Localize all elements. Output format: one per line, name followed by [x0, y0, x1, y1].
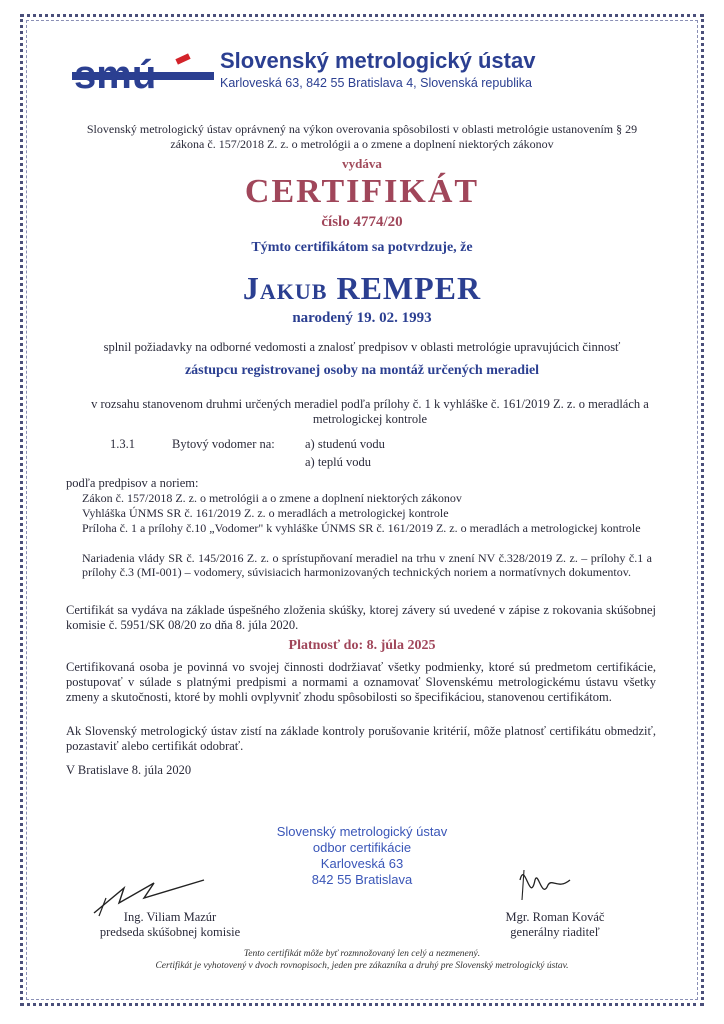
birth-date: narodený 19. 02. 1993 — [292, 310, 432, 326]
footer-line: Tento certifikát môže byť rozmnožovaný len celý a nezmenený. — [243, 949, 481, 959]
signatory-left-name: Ing. Viliam Mazúr — [123, 910, 217, 924]
certificate-title: CERTIFIKÁT — [244, 173, 480, 210]
fulfilled-text: splnil požiadavky na odborné vedomosti a znalosť predpisov v oblasti metrológie upravujúcich činnosť — [103, 340, 621, 354]
reg-item: Vyhláška ÚNMS SR č. 161/2019 Z. z. o meradlách a metrologickej kontrole — [82, 506, 449, 520]
signatory-right-role: generálny riaditeľ — [510, 925, 600, 939]
issued-text: Certifikát sa vydáva na základe úspešného zloženia skúšky, ktorej závery sú uvedené v zápise z rokovania skúšobnej komisie č. 5951/SK 08/20 zo dňa 8. júla 2020. — [66, 603, 656, 632]
intro-text: Slovenský metrologický ústav oprávnený na výkon overovania spôsobilosti v oblasti metrológie ustanovením § 29 zákona č. 157/2018 Z. z. o metrológii a o zmene a doplnení niektorých zákonov — [86, 122, 638, 151]
stamp-line: 842 55 Bratislava — [311, 872, 413, 887]
scope-text: v rozsahu stanovenom druhmi určených meradiel podľa prílohy č. 1 k vyhláške č. 161/2019 Z. z. o meradlách a metrologickej kontrole — [91, 397, 649, 426]
place-date: V Bratislave 8. júla 2020 — [66, 763, 192, 777]
footer-note — [0, 948, 724, 972]
org-address: Karloveská 63, 842 55 Bratislava 4, Slovenská republika — [220, 76, 532, 90]
validity-text: Platnosť do: 8. júla 2025 — [288, 638, 436, 653]
role-text: zástupcu registrovanej osoby na montáž určených meradiel — [184, 363, 540, 378]
org-name: Slovenský metrologický ústav — [220, 48, 536, 73]
signature-left — [64, 858, 214, 918]
reg-item: Nariadenia vlády SR č. 145/2016 Z. z. o sprístupňovaní meradiel na trhu v znení NV č.328/2019 Z. z. – prílohy č.1 a prílohy č.3 (MI-001) – vodomery, súvisiacich harmonizovaných technických noriem a normatívnych dokumentov. — [82, 551, 652, 579]
smu-logo — [72, 52, 214, 94]
item-option-b: a) teplú vodu — [305, 455, 371, 469]
reg-item: Zákon č. 157/2018 Z. z. o metrológii a o zmene a doplnení niektorých zákonov — [82, 491, 462, 505]
stamp-line: Slovenský metrologický ústav — [276, 824, 448, 839]
issues-label: vydáva — [342, 156, 382, 171]
regs-heading: podľa predpisov a noriem: — [66, 476, 199, 490]
item-label: Bytový vodomer na: — [172, 437, 275, 451]
holder-last-name: REMPER — [336, 270, 482, 306]
holder-first-name: Jakub — [242, 270, 328, 306]
duties-text: Certifikovaná osoba je povinná vo svojej činnosti dodržiavať všetky podmienky, ktoré sú predmetom certifikácie, postupovať v súlade s platnými predpismi a normami a oznamovať Slovenskému metrologickému ústavu všetky zmeny a skutočnosti, ktoré by mohli ovplyvniť zhodu spôsobilosti so špecifikáciou, stanovenou certifikátom. — [66, 660, 656, 704]
svg-text:smú: smú — [74, 53, 157, 94]
footer-line: Certifikát je vyhotovený v dvoch rovnopisoch, jeden pre zákazníka a druhý pre Slovenský metrologický ústav. — [155, 961, 569, 971]
confirm-text: Týmto certifikátom sa potvrdzuje, že — [251, 240, 473, 255]
signatory-right-name: Mgr. Roman Kováč — [505, 910, 605, 924]
item-number: 1.3.1 — [110, 437, 135, 451]
reg-item: Príloha č. 1 a prílohy č.10 „Vodomer" k vyhláške ÚNMS SR č. 161/2019 Z. z. o meradlách a metrologickej kontrole — [82, 521, 641, 535]
restrict-text: Ak Slovenský metrologický ústav zistí na základe kontroly porušovanie kritérií, môže platnosť certifikátu obmedziť, pozastaviť alebo certifikát odobrať. — [66, 724, 656, 753]
signatory-left — [80, 910, 260, 940]
signatory-right — [470, 910, 640, 940]
signature-right — [500, 850, 580, 910]
certificate-number: číslo 4774/20 — [321, 214, 403, 230]
stamp-line: odbor certifikácie — [312, 840, 412, 855]
item-option-a: a) studenú vodu — [305, 437, 385, 451]
stamp-line: Karloveská 63 — [320, 856, 404, 871]
holder-name — [0, 270, 724, 307]
signatory-left-role: predseda skúšobnej komisie — [99, 925, 241, 939]
